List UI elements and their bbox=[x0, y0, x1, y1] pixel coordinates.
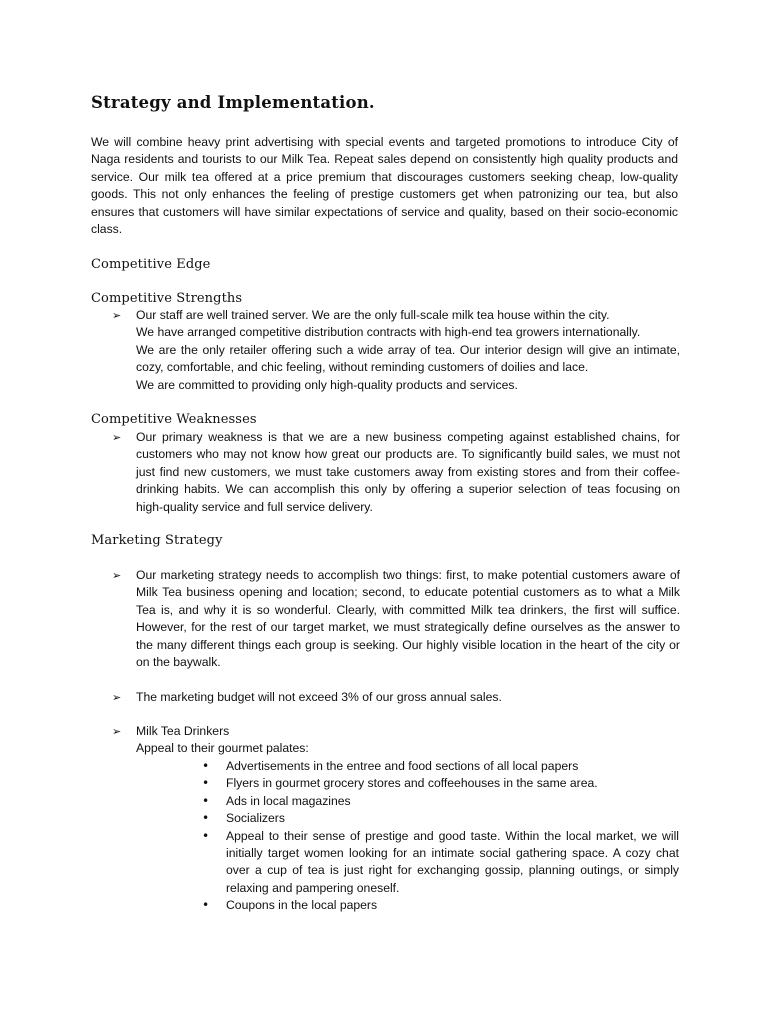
competitive-edge-heading: Competitive Edge bbox=[91, 257, 211, 272]
strengths-line: We are committed to providing only high-quality products and services. bbox=[136, 377, 518, 392]
intro-paragraph: We will combine heavy print advertising with special events and targeted promotions to introduce City of Naga residents and tourists to our Milk Tea. Repeat sales depend on consistently high quality products and service. Our milk tea offered at a price premium that discourages customers seeking cheap, low-quality goods. This not only enhances the feeling of prestige customers get when patronizing our tea, but also ensures that customers will have similar expectations of service and quality, based on their socio-economic class. bbox=[91, 135, 678, 237]
competitive-weaknesses-heading: Competitive Weaknesses bbox=[91, 412, 257, 427]
bullet-icon: • bbox=[202, 759, 210, 773]
weaknesses-list-item bbox=[112, 429, 680, 516]
competitive-strengths-heading: Competitive Strengths bbox=[91, 291, 243, 306]
list-item: • Ads in local magazines bbox=[201, 793, 679, 810]
arrow-bullet-icon: ➢ bbox=[112, 569, 122, 582]
strengths-line: We are the only retailer offering such a wide array of tea. Our interior design will give an intimate, cozy, comfortable, and chic feeling, without reminding customers of doilies and lace. bbox=[136, 342, 680, 375]
marketing-point-2 bbox=[112, 689, 680, 706]
arrow-bullet-icon: ➢ bbox=[112, 725, 122, 738]
strengths-line: We have arranged competitive distribution contracts with high-end tea growers internationally. bbox=[136, 325, 641, 340]
marketing-point-1-text: Our marketing strategy needs to accomplish two things: first, to make potential customers aware of Milk Tea business opening and location; second, to educate potential customers as to what a Milk Tea is, and why it is so wonderful. Clearly, with committed Milk tea drinkers, the first will suffice. However, for the rest of our target market, we must strategically define ourselves as the answer to the many different things each group is seeking. Our highly visible location in the heart of the city or on the baywalk. bbox=[136, 568, 680, 670]
strengths-list-item bbox=[112, 307, 680, 394]
arrow-bullet-icon: ➢ bbox=[112, 309, 122, 322]
bullet-icon: • bbox=[202, 898, 210, 913]
marketing-point-1 bbox=[112, 567, 680, 671]
arrow-bullet-icon: ➢ bbox=[112, 691, 122, 704]
marketing-point-3-text: Milk Tea Drinkers bbox=[136, 724, 230, 738]
appeal-label: Appeal to their gourmet palates: bbox=[136, 741, 309, 755]
strengths-first-line: Our staff are well trained server. We are the only full-scale milk tea house within the city. bbox=[136, 308, 610, 322]
marketing-strategy-heading: Marketing Strategy bbox=[91, 533, 223, 548]
list-item: • Advertisements in the entree and food sections of all local papers bbox=[201, 758, 679, 775]
bullet-icon: • bbox=[202, 828, 210, 843]
page-title: Strategy and Implementation. bbox=[91, 93, 375, 112]
list-item: • Coupons in the local papers bbox=[201, 897, 679, 914]
marketing-point-2-text: The marketing budget will not exceed 3% of our gross annual sales. bbox=[136, 690, 502, 704]
bullet-icon: • bbox=[202, 776, 210, 791]
list-item: • Socializers bbox=[201, 810, 679, 827]
marketing-point-3 bbox=[112, 723, 680, 740]
bullet-icon: • bbox=[202, 811, 210, 826]
list-item: • Appeal to their sense of prestige and good taste. Within the local market, we will initially target women looking for an intimate social gathering space. A cozy chat over a cup of tea is just right for exchanging gossip, planning outings, or simply relaxing and pampering oneself. bbox=[202, 828, 679, 895]
bullet-icon: • bbox=[202, 793, 210, 808]
list-item: • Flyers in gourmet grocery stores and coffeehouses in the same area. bbox=[201, 775, 679, 792]
marketing-bullet-list bbox=[201, 758, 679, 915]
arrow-bullet-icon: ➢ bbox=[112, 431, 122, 444]
weaknesses-text: Our primary weakness is that we are a new business competing against established chains, for customers who may not know how great our products are. To significantly build sales, we must not just find new customers, we must take customers away from existing stores and from their coffee-drinking habits. We can accomplish this only by offering a superior selection of teas focusing on high-quality service and full service delivery. bbox=[136, 430, 680, 514]
